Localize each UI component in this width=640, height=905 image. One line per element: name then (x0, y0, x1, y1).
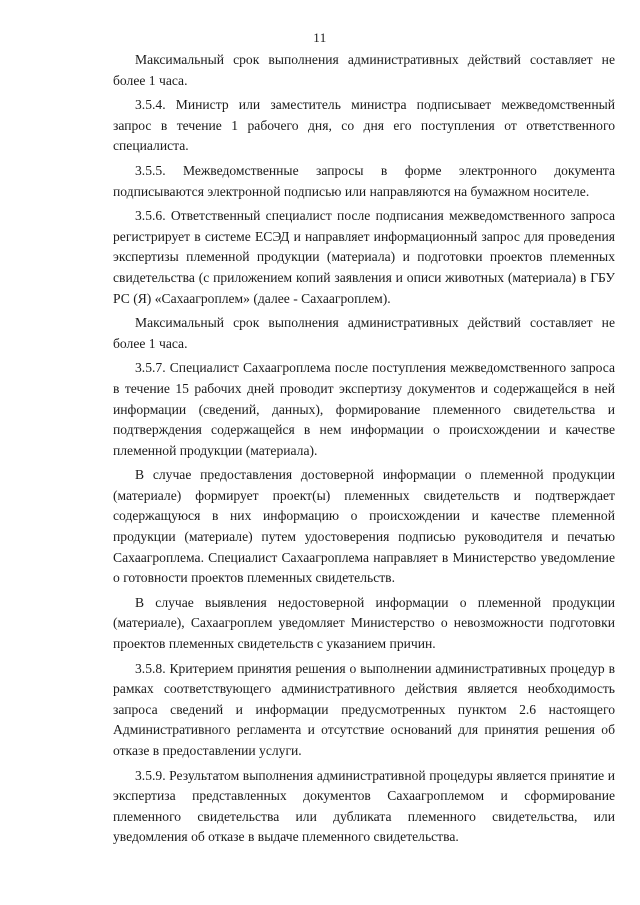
paragraph-3-5-7: 3.5.7. Специалист Сахаагроплема после поступления межведомственного запроса в течение 15 рабочих дней проводит экспертизу документов и содержащейся в ней информации (сведений, данных), формирование племенного свидетельства и подтверждения содержащейся в нем информации о происхождении и качестве племенной продукции (материала). (113, 360, 615, 458)
paragraph-max-time-1: Максимальный срок выполнения административных действий составляет не более 1 часа. (113, 52, 615, 88)
document-body (113, 50, 615, 852)
paragraph-3-5-8: 3.5.8. Критерием принятия решения о выполнении административных процедур в рамках соответствующего административного действия является необходимость запроса сведений и информации предусмотренных пунктом 2.6 настоящего Административного регламента и отсутствие оснований для принятия решения об отказе в предоставлении услуги. (113, 660, 615, 758)
paragraph-max-time-2: Максимальный срок выполнения административных действий составляет не более 1 часа. (113, 315, 615, 351)
paragraph-reliable-info: В случае предоставления достоверной информации о племенной продукции (материале) формирует проект(ы) племенных свидетельств и подтверждает содержащуюся в них информацию о происхождении и качестве племенной продукции (материале) путем удостоверения подписью руководителя и печатью Сахаагроплема. Специалист Сахаагроплема направляет в Министерство уведомление о готовности проектов племенных свидетельств. (113, 467, 615, 586)
paragraph-3-5-6: 3.5.6. Ответственный специалист после подписания межведомственного запроса регистрирует в системе ЕСЭД и направляет информационный запрос для проведения экспертизы племенной продукции (материала) и подготовки проектов племенных свидетельства (с приложением копий заявления и описи животных (материала) в ГБУ РС (Я) «Сахаагроплем» (далее - Сахаагроплем). (113, 208, 615, 306)
paragraph-3-5-5: 3.5.5. Межведомственные запросы в форме электронного документа подписываются электронной подписью или направляются на бумажном носителе. (113, 162, 615, 199)
paragraph-3-5-9: 3.5.9. Результатом выполнения административной процедуры является принятие и экспертиза представленных документов Сахаагроплемом и сформирование племенного свидетельства или дубликата племенного свидетельства, или уведомления об отказе в выдаче племенного свидетельства. (113, 767, 615, 845)
page-number: 11 (313, 30, 327, 45)
paragraph-3-5-4: 3.5.4. Министр или заместитель министра подписывает межведомственный запрос в течение 1 рабочего дня, со дня его поступления от ответственного специалиста. (113, 97, 615, 154)
paragraph-unreliable-info: В случае выявления недостоверной информации о племенной продукции (материале), Сахаагроплем уведомляет Министерство о невозможности подготовки проектов племенных свидетельств с указанием причин. (113, 594, 615, 652)
